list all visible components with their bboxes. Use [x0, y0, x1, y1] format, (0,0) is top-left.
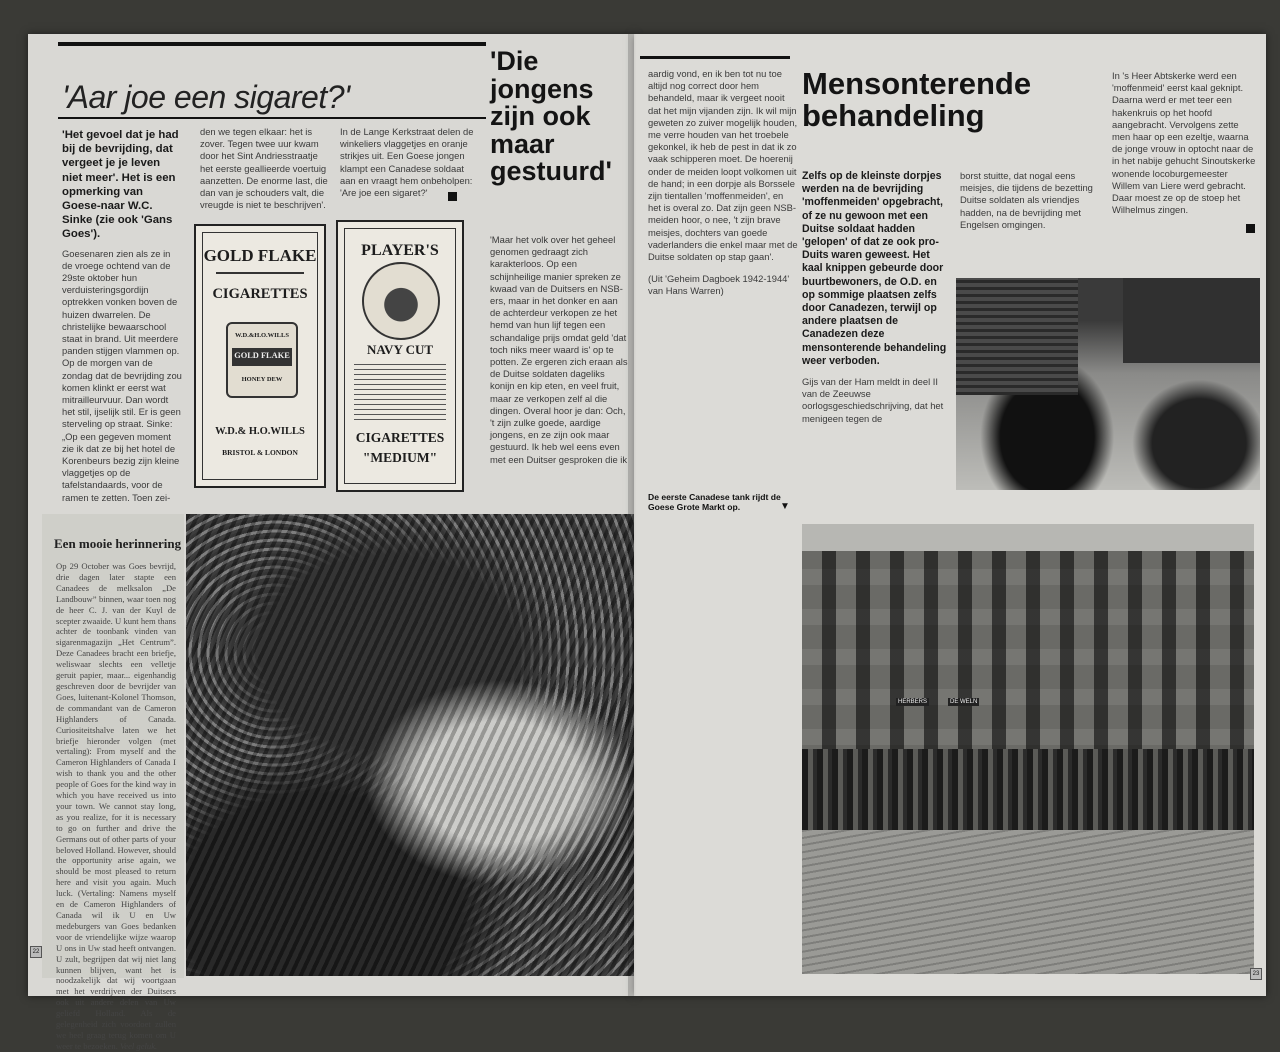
article-column-4 — [490, 234, 630, 466]
shop-sign-right: DE WELN — [950, 699, 978, 705]
players-ad — [336, 220, 464, 492]
ad-divider — [216, 272, 304, 274]
tin-maker: W.D.&H.O.WILLS — [235, 332, 289, 339]
ad-brand: GOLD FLAKE — [203, 246, 317, 265]
shop-sign-left: HERBERS — [898, 699, 928, 705]
right-page — [634, 34, 1266, 996]
building-silhouette — [956, 278, 1078, 395]
players-sub: NAVY CUT — [366, 342, 434, 357]
photo-overlay — [186, 514, 634, 976]
clipping-body — [56, 561, 176, 1052]
col2-body: den we tegen elkaar: het is zover. Tegen twee uur kwam door het Sint Andriesstraatje het eerste geallieerde voertuig aanzetten. De enorme last, die dan van je schouders valt, die vreugde is niet te beschrijven'. — [200, 126, 328, 211]
photo-caption — [648, 492, 786, 513]
ad-city: BRISTOL & LONDON — [222, 448, 298, 457]
page-number-right — [1250, 968, 1262, 980]
col4-body: 'Maar het volk over het geheel genomen gedraagt zich karakterloos. Op een schijnheilige manier spreken ze kwaad van de Duitsers en NSB-ers, maar in het donker en aan de achterdeur verkopen ze het hemd van hun lijf tegen een schandalige prijs omdat geld 'dat toch niks meer waard is' op te potten. Ze ergeren zich eraan als de Duitse soldaten dageliks konijn en kip eten, en veel fruit, maar ze verkopen zelf al die dingen. Overal hoor je dan: Och, 't zijn zulke goede, aardige jongens, en ze zijn ook maar gestuurd. Ik heb wel eens even met een Duitser gesproken die ik — [490, 234, 628, 465]
lead-continued: Gijs van der Ham meldt in deel II van de Zeeuwse oorlogsgeschiedschrijving, dat het menigeen tegen de — [802, 376, 944, 424]
right-column-3 — [1112, 70, 1258, 216]
newspaper-clipping — [42, 514, 184, 1051]
clipping-title: Een mooie herinnering — [54, 536, 182, 551]
tin-brand: GOLD FLAKE — [234, 351, 290, 360]
gold-flake-ad — [194, 224, 326, 488]
page-number-text: 22 — [32, 949, 40, 955]
article-column-3 — [340, 126, 478, 199]
ad-product: CIGARETTES — [212, 286, 308, 302]
end-mark-right — [1246, 224, 1255, 233]
page-number-left — [30, 946, 42, 958]
players-product: CIGARETTES — [355, 430, 445, 445]
lead-column — [802, 170, 952, 425]
headline-underline — [58, 117, 486, 119]
end-mark — [448, 192, 457, 201]
right-col3-body: In 's Heer Abtskerke werd een 'moffenmeid' eerst kaal geknipt. Daarna werd er met teer een hakenkruis op het hoofd aangebracht. Vervolgens zette men haar op een ezeltje, waarna de jonge vrouw in optocht naar de in het nabije gehucht Sinoutskerke wonende locoburgemeester Willem van Liere werd gebracht. Daar moest ze op de stoep het Wilhelmus zingen. — [1112, 70, 1256, 216]
children-crowd — [802, 749, 1254, 830]
clipping-text: Op 29 October was Goes bevrijd, drie dagen later stapte een Canadees de melksalon „De Landbouw” binnen, waar toen nog de heer C. J. van der Kuyl de scepter zwaaide. U kunt hem thans achter de toonbank vinden van sigarenmagazijn „Het Centrum”. Deze Canadees bracht een briefje, weliswaar slechts een velletje geruit papier, maar... eigenhandig geschreven door de bevrijder van Goes, luitenant-Kolonel Thomson, de commandant van de Cameron Highlanders of Canada. Curiositeitshalve laten we het briefje hieronder volgen (met vertaling): From myself and the Cameron Highlanders of Canada I wish to thank you and the other people of Goes for the kind way in which you have received us into your town. We cannot stay long, as you realize, for it is necessary to go on further and drive the Germans out of other parts of your beloved Holland. However, should the opportunity arise again, we should be most pleased to return here and visit you again. Much luck. (Vertaling: Namens myself en de Cameron Highlanders of Canada wil ik U en Uw medeburgers van Goes bedanken voor de vriendelijke wijze waarop U ons in Uw stad heeft ontvangen. U zult, begrijpen dat wij niet lang kunnen blijven, want het is noodzakelijk dat wij voortgaan met het verdrijven der Duitsers ook uit andere delen van Uw geliefd Holland. Als de gelegenheid zich voordoet zullen we heel graag terug komen om U weer te bezoeken. — [56, 561, 176, 1051]
page-number-text-right: 23 — [1252, 971, 1260, 977]
street-house — [1123, 278, 1260, 363]
caption-arrow: ▼ — [780, 501, 790, 512]
haircut-photo — [956, 278, 1260, 490]
right-col1-body: aardig vond, en ik ben tot nu toe altijd nog correct door hem behandeld, maar ik vergeet nooit dat het mijn vijanden zijn. Ik wil mijn geweten zo zuiver mogelijk houden, me verre houden van het troebele gekonkel, ik heb de pest in dat ik zo vaak schipperen moet. De hoerenij onder de meiden loopt volkomen uit de hand; in een dorpje als Borssele zijn tientallen 'moffenmeiden', en het is overal zo. Dat zijn geen NSB-meiden hoor, o nee, 't zijn brave meisjes, dochters van goede vaderlanders die enkel maar met de Duitse soldaten op stap gaan'. — [648, 68, 798, 263]
players-brand: PLAYER'S — [361, 242, 439, 259]
players-grade: "MEDIUM" — [362, 450, 438, 465]
cobblestones — [802, 830, 1254, 974]
intro-quote: 'Het gevoel dat je had bij de bevrijding, dat vergeet je je leven niet meer'. Het is een opmerking van Goese-naar W.C. Sinke (zie ook 'Gans Goes'). — [62, 129, 179, 241]
top-rule — [640, 56, 790, 59]
headline-gestuurd: 'Die jongens zijn ook maar gestuurd' — [490, 46, 612, 187]
market-photo — [802, 524, 1254, 974]
source-note: (Uit 'Geheim Dagboek 1942-1944' van Hans Warren) — [648, 273, 790, 297]
article-column-1 — [62, 128, 182, 504]
caption-text: De eerste Canadese tank rijdt de Goese Grote Markt op. — [648, 492, 781, 513]
middle-column — [960, 170, 1104, 231]
headline-mensonterende: Mensonterende behandeling — [802, 66, 1032, 133]
col3-body: In de Lange Kerkstraat delen de winkeliers vlaggetjes en oranje strikjes uit. Een Goese jongen klampt een Canadese soldaat aan en vraagt hem onbeholpen: 'Are joe een sigaret?' — [340, 126, 474, 199]
lead-bold: Zelfs op de kleinste dorpjes werden na de bevrijding 'moffenmeiden' opgebracht, of ze nu gewoon met een Duitse soldaat hadden 'gelopen' of dat ze ook pro-Duits waren geweest. Het kaal knippen gebeurde door buurtbewoners, de O.D. en op sommige plaatsen zelfs door Canadezen, terwijl op andere plaatsen de Canadezen deze mensonterende behandeling weer verboden. — [802, 170, 947, 367]
left-page — [28, 34, 634, 1051]
headline-sigaret: 'Aar joe een sigaret?' — [62, 79, 350, 115]
tin-illustration — [226, 322, 298, 398]
sailor-illustration — [362, 262, 440, 340]
clipping-sign: Veel geluk. — [119, 1040, 158, 1051]
crowd-photo — [186, 514, 634, 976]
ad-maker: W.D.& H.O.WILLS — [215, 426, 305, 437]
headline-rule — [58, 42, 486, 46]
tin-sub: HONEY DEW — [241, 376, 283, 383]
wave-pattern — [354, 364, 446, 420]
article-column-2 — [200, 126, 328, 211]
col1-body: Goesenaren zien als ze in de vroege ochtend van de 29ste oktober hun verduisteringsgordijn optrekken vonken boven de huizen dwarrelen. De christelijke bewaarschool staat in brand. Uit meerdere panden stijgen vlammen op. Op de morgen van de zondag dat de bevrijding zou komen klinkt er eerst wat mitrailleurvuur. Dan wordt het stil, ijselijk stil. Er is geen sterveling op straat. Sinke: „Op een gegeven moment zie ik dat ze bij het hotel de Korenbeurs bezig zijn kleine vlaggetjes op de tafelstandaards, voor de ramen te zetten. Toen zei- — [62, 247, 182, 503]
right-column-1 — [648, 68, 798, 298]
middle-col-body: borst stuitte, dat nogal eens meisjes, die tijdens de bezetting Duitse soldaten als vriendjes hadden, na de bevrijding met Engelsen omgingen. — [960, 170, 1093, 230]
